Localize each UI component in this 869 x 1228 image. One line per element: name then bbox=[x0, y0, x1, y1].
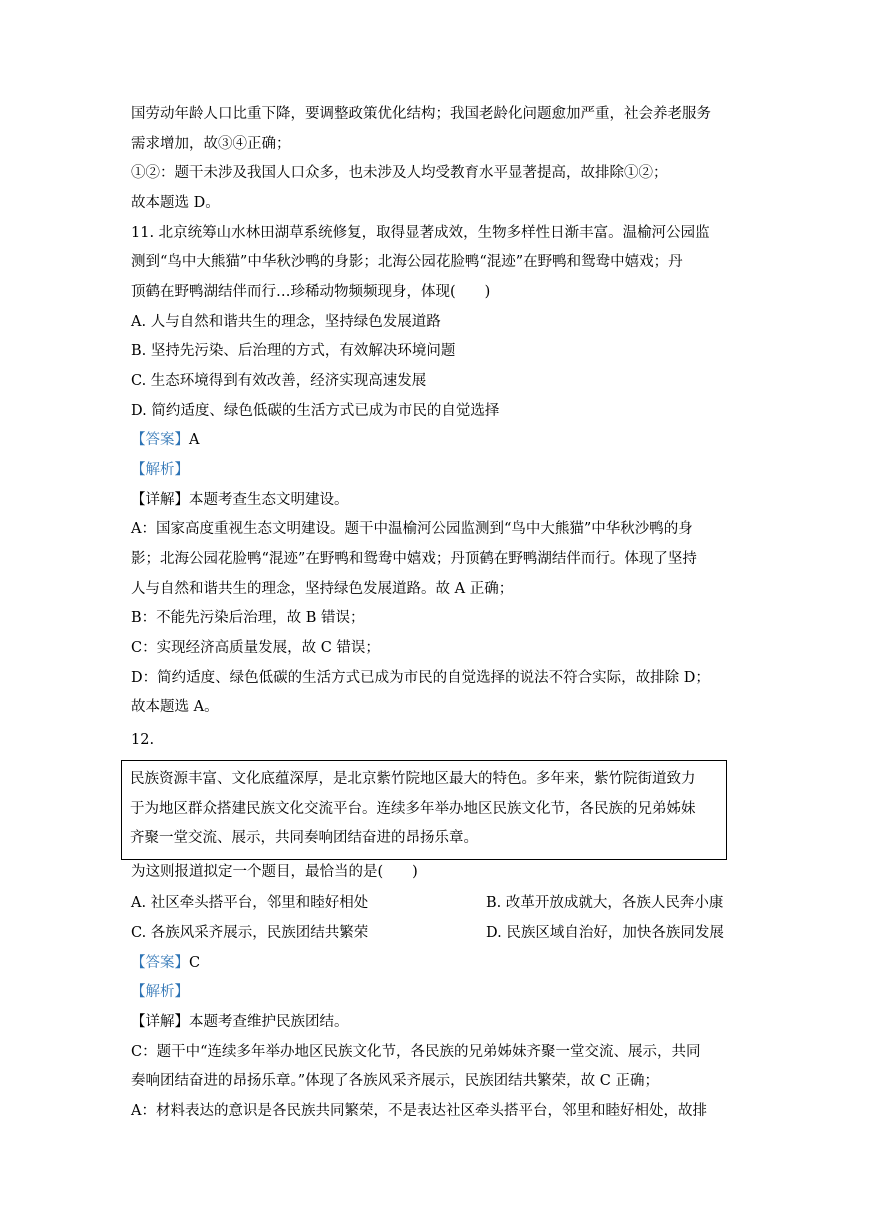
option-a: A. 社区牵头搭平台，邻里和睦好相处 bbox=[131, 895, 369, 911]
analysis-label: 【解析】 bbox=[131, 462, 189, 478]
material-line: 齐聚一堂交流、展示，共同奏响团结奋进的昂扬乐章。 bbox=[130, 830, 478, 846]
detail-line: 【详解】本题考查维护民族团结。 bbox=[131, 1014, 349, 1030]
answer-line bbox=[131, 430, 199, 450]
question-12-stem: 为这则报道拟定一个题目，最恰当的是( ) bbox=[131, 864, 418, 880]
detail-line: 【详解】本题考查生态文明建设。 bbox=[131, 492, 349, 508]
explanation-line: B：不能先污染后治理，故 B 错误； bbox=[131, 610, 365, 626]
explanation-line: 人与自然和谐共生的理念，坚持绿色发展道路。故 A 正确； bbox=[131, 581, 514, 597]
answer-value: A bbox=[189, 432, 200, 448]
option-c: C. 各族风采齐展示，民族团结共繁荣 bbox=[131, 925, 369, 941]
explanation-line: D：简约适度、绿色低碳的生活方式已成为市民的自觉选择的说法不符合实际，故排除 D； bbox=[131, 670, 710, 686]
conclusion-line: 故本题选 A。 bbox=[131, 699, 219, 715]
question-11-stem: 顶鹤在野鸭湖结伴而行…珍稀动物频频现身，体现( ) bbox=[131, 284, 491, 300]
answer-label: 【答案】 bbox=[131, 955, 189, 971]
option-d: D. 简约适度、绿色低碳的生活方式已成为市民的自觉选择 bbox=[131, 403, 500, 419]
answer-label: 【答案】 bbox=[131, 432, 189, 448]
answer-line bbox=[131, 953, 200, 973]
option-d: D. 民族区域自治好，加快各族同发展 bbox=[486, 925, 724, 941]
material-box bbox=[121, 760, 727, 860]
option-b: B. 坚持先污染、后治理的方式，有效解决环境问题 bbox=[131, 343, 456, 359]
material-line: 民族资源丰富、文化底蕴深厚，是北京紫竹院地区最大的特色。多年来，紫竹院街道致力 bbox=[130, 771, 696, 787]
explanation-line: 影；北海公园花脸鸭“混迹”在野鸭和鸳鸯中嬉戏；丹顶鹤在野鸭湖结伴而行。体现了坚持 bbox=[131, 551, 697, 567]
question-12-number: 12. bbox=[131, 732, 155, 748]
explanation-line: A：国家高度重视生态文明建设。题干中温榆河公园监测到“鸟中大熊猫”中华秋沙鸭的身 bbox=[131, 521, 693, 537]
option-a: A. 人与自然和谐共生的理念，坚持绿色发展道路 bbox=[131, 314, 441, 330]
answer-value: C bbox=[189, 955, 201, 971]
text-line: 国劳动年龄人口比重下降，要调整政策优化结构；我国老龄化问题愈加严重，社会养老服务 bbox=[131, 106, 711, 122]
explanation-line: 奏响团结奋进的昂扬乐章。”体现了各族风采齐展示，民族团结共繁荣，故 C 正确； bbox=[131, 1073, 659, 1089]
material-line: 于为地区群众搭建民族文化交流平台。连续多年举办地区民族文化节，各民族的兄弟姊妹 bbox=[130, 801, 696, 817]
text-line: 故本题选 D。 bbox=[131, 195, 220, 211]
explanation-line: C：实现经济高质量发展，故 C 错误； bbox=[131, 640, 380, 656]
question-11-stem: 测到“鸟中大熊猫”中华秋沙鸭的身影；北海公园花脸鸭“混迹”在野鸭和鸳鸯中嬉戏；丹 bbox=[131, 254, 683, 270]
explanation-line: C：题干中“连续多年举办地区民族文化节，各民族的兄弟姊妹齐聚一堂交流、展示，共同 bbox=[131, 1044, 701, 1060]
analysis-label: 【解析】 bbox=[131, 984, 189, 1000]
option-c: C. 生态环境得到有效改善，经济实现高速发展 bbox=[131, 373, 427, 389]
text-line: 需求增加，故③④正确； bbox=[131, 136, 291, 152]
question-11-stem: 11. 北京统筹山水林田湖草系统修复，取得显著成效，生物多样性日渐丰富。温榆河公园监 bbox=[131, 225, 710, 241]
explanation-line: A：材料表达的意识是各民族共同繁荣，不是表达社区牵头搭平台，邻里和睦好相处，故排 bbox=[131, 1103, 707, 1119]
option-b: B. 改革开放成就大，各族人民奔小康 bbox=[486, 895, 724, 911]
text-line: ①②：题干未涉及我国人口众多，也未涉及人均受教育水平显著提高，故排除①②； bbox=[131, 165, 668, 181]
